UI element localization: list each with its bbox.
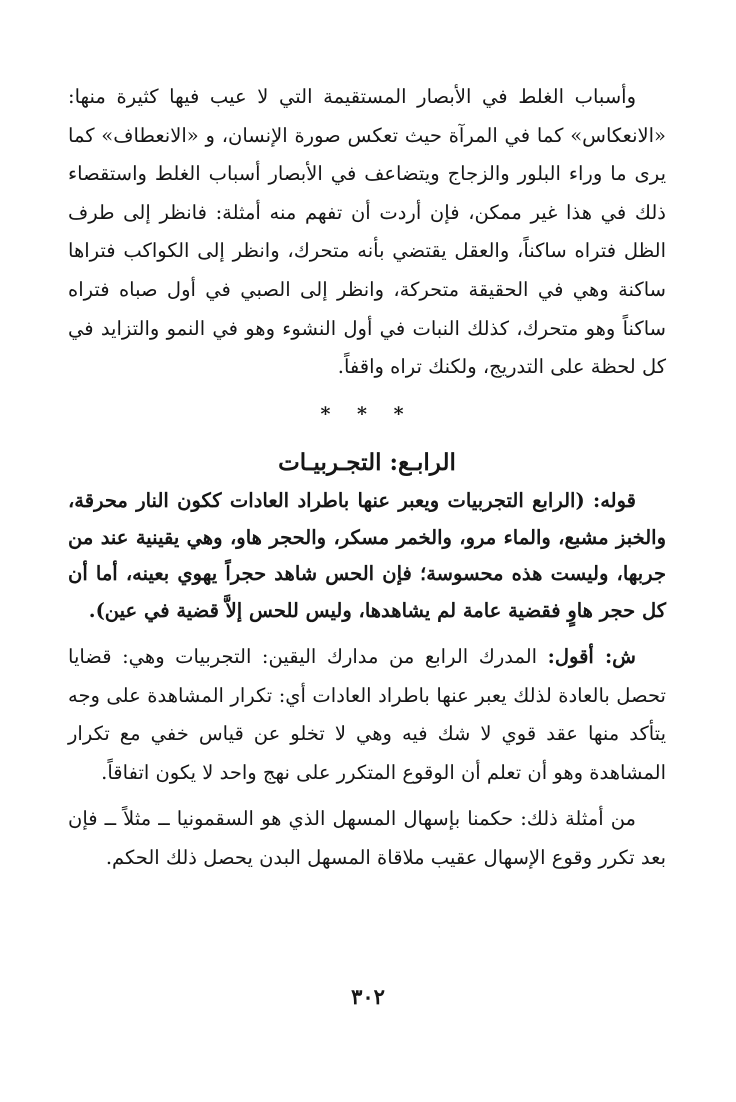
page-number: ٣٠٢ <box>351 984 385 1009</box>
section-heading: الرابـع: التجـربيـات <box>278 448 456 476</box>
quote-text: قوله: (الرابع التجربيات ويعبر عنها باطراد العادات ككون النار محرقة، والخبز مشبع، والماء مرو، والخمر مسكر، والحجر هاو، وهي يقينية عند من جربها، وليست هذه محسوسة؛ فإن الحس شاهد حجراً يهوي بعينه، أما أن كل حجر هاوٍ فقضية عامة لم يشاهدها، وليس للحس إلاَّ قضية في عين). <box>68 488 666 623</box>
commentary-text: المدرك الرابع من مدارك اليقين: التجربيات وهي: قضايا تحصل بالعادة لذلك يعبر عنها باطراد العادات أي: تكرار المشاهدة على وجه يتأكد منها عقد قوي لا شك فيه وهي لا تخلو عن قياس خفي مع تكرار المشاهدة وهو أن تعلم أن الوقوع المتكرر على نهج واحد لا يكون اتفاقاً. <box>68 644 666 784</box>
quote-paragraph <box>68 483 666 630</box>
example-paragraph <box>68 800 666 877</box>
paragraph-error-causes <box>68 78 666 387</box>
commentary-paragraph <box>68 638 666 792</box>
paragraph-text: وأسباب الغلط في الأبصار المستقيمة التي لا عيب فيها كثيرة منها: «الانعكاس» كما في المرآة حيث تعكس صورة الإنسان، و «الانعطاف» كما يرى ما وراء البلور والزجاج ويتضاعف في الأبصار أسباب الغلط واستقصاء ذلك في هذا غير ممكن، فإن أردت أن تفهم منه أمثلة: فانظر إلى طرف الظل فتراه ساكناً، والعقل يقتضي بأنه متحرك، وانظر إلى الكواكب فتراها ساكنة وهي في الحقيقة متحركة، وانظر إلى الصبي في أول صباه فتراه ساكناً وهو متحرك، كذلك النبات في أول النشوء وهو في النمو والتزايد في كل لحظة على التدريج، ولكنك تراه واقفاً. <box>68 85 666 379</box>
section-separator: * * * <box>320 402 414 425</box>
example-text: من أمثلة ذلك: حكمنا بإسهال المسهل الذي هو السقمونيا ــ مثلاً ــ فإن بعد تكرر وقوع الإسهال عقيب ملاقاة المسهل البدن يحصل ذلك الحكم. <box>68 807 666 869</box>
page-body <box>68 78 666 878</box>
commentary-label: ش: أقول: <box>547 644 636 668</box>
